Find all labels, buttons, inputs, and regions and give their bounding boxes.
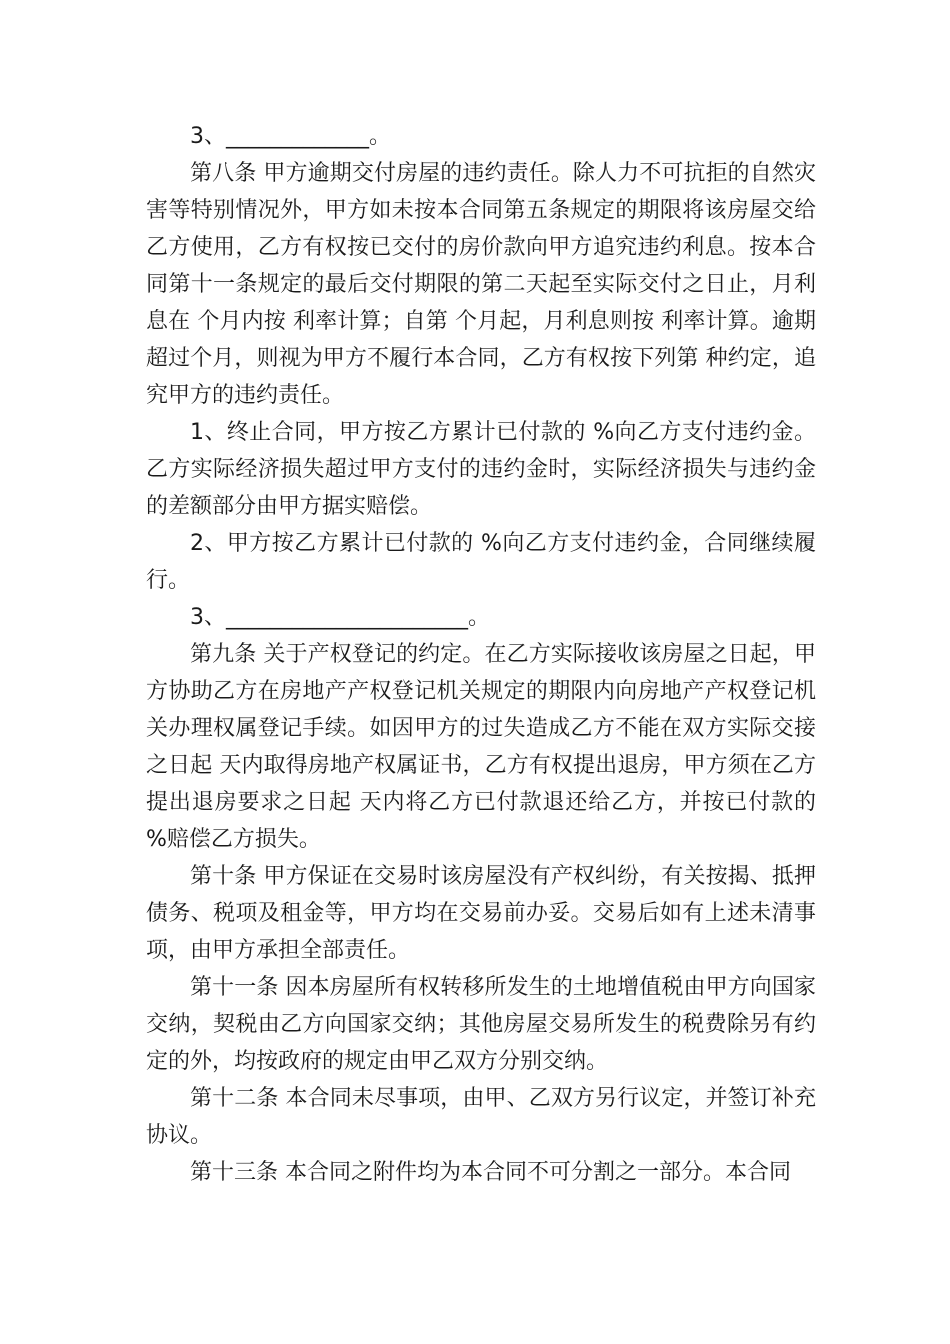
paragraph-article-8-item-1: 1、终止合同，甲方按乙方累计已付款的 %向乙方支付违约金。乙方实际经济损失超过甲方支付的违约金时，实际经济损失与违约金的差额部分由甲方据实赔偿。 <box>146 420 816 519</box>
paragraph-article-8-item-3: 3、______________________。 <box>190 605 490 630</box>
paragraph-article-10: 第十条 甲方保证在交易时该房屋没有产权纠纷，有关按揭、抵押债务、税项及租金等，甲方均在交易前办妥。交易后如有上述未清事项，由甲方承担全部责任。 <box>146 864 816 963</box>
paragraph-article-8: 第八条 甲方逾期交付房屋的违约责任。除人力不可抗拒的自然灾害等特别情况外，甲方如未按本合同第五条规定的期限将该房屋交给乙方使用，乙方有权按已交付的房价款向甲方追究违约利息。按本合同第十一条规定的最后交付期限的第二天起至实际交付之日止，月利息在 个月内按 利率计算；自第 个月起，月利息则按 利率计算。逾期超过个月，则视为甲方不履行本合同，乙方有权按下列第 种约定，追究甲方的违约责任。 <box>146 161 816 408</box>
document-body <box>146 118 816 1191</box>
paragraph-article-11: 第十一条 因本房屋所有权转移所发生的土地增值税由甲方向国家交纳，契税由乙方向国家交纳；其他房屋交易所发生的税费除另有约定的外，均按政府的规定由甲乙双方分别交纳。 <box>146 975 816 1074</box>
paragraph-item-3-blank: 3、_____________。 <box>190 124 391 149</box>
paragraph-article-12: 第十二条 本合同未尽事项，由甲、乙双方另行议定，并签订补充协议。 <box>146 1086 816 1148</box>
paragraph-article-9: 第九条 关于产权登记的约定。在乙方实际接收该房屋之日起，甲方协助乙方在房地产产权登记机关规定的期限内向房地产产权登记机关办理权属登记手续。如因甲方的过失造成乙方不能在双方实际交接之日起 天内取得房地产权属证书，乙方有权提出退房，甲方须在乙方提出退房要求之日起 天内将乙方已付款退还给乙方，并按已付款的 %赔偿乙方损失。 <box>146 642 816 852</box>
paragraph-article-13: 第十三条 本合同之附件均为本合同不可分割之一部分。本合同 <box>190 1160 791 1185</box>
paragraph-article-8-item-2: 2、甲方按乙方累计已付款的 %向乙方支付违约金，合同继续履行。 <box>146 531 816 593</box>
